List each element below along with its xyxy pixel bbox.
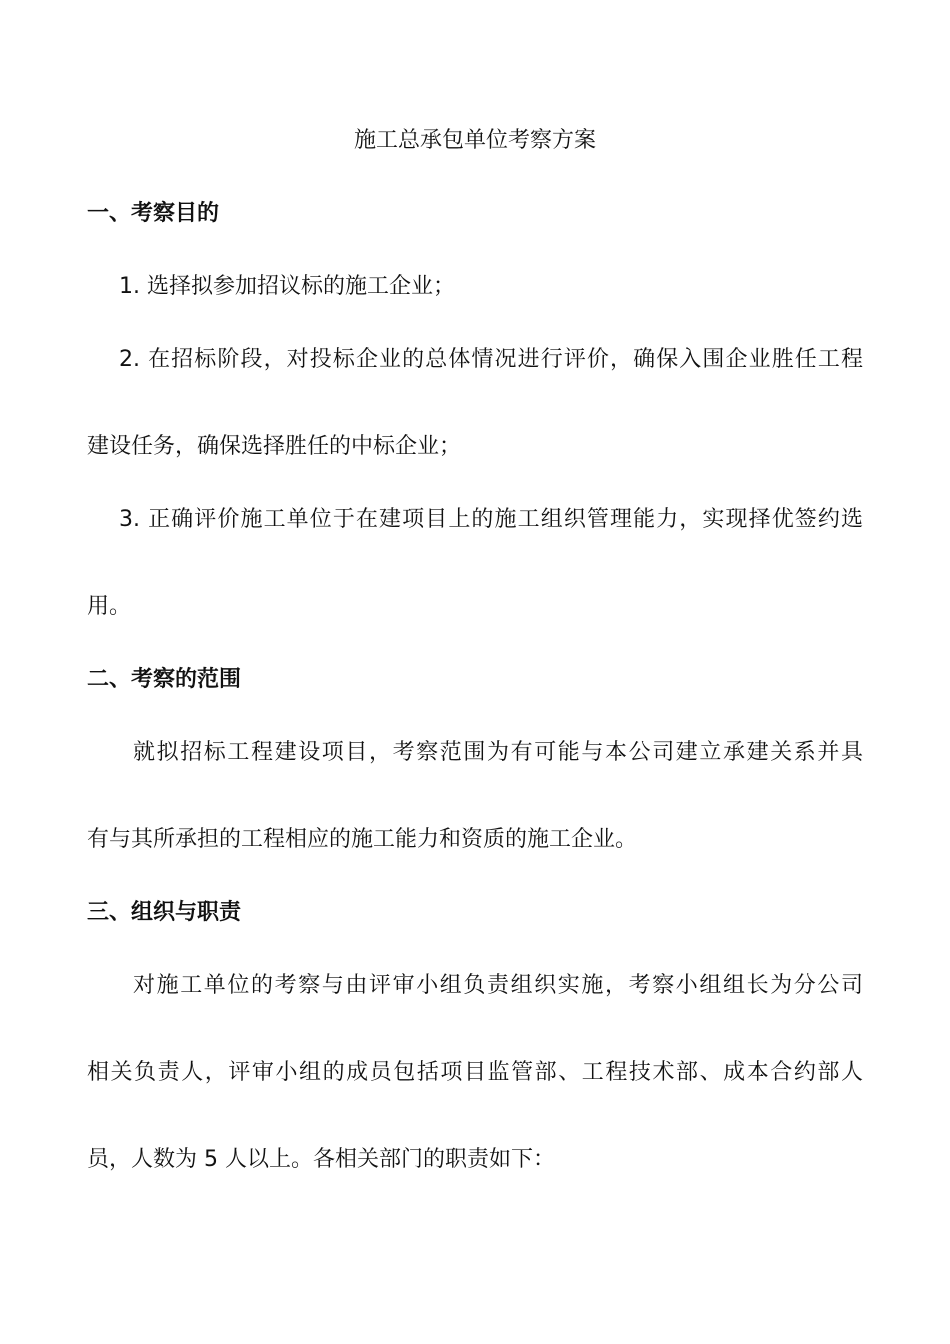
purpose-item-3-line-2: 用。 xyxy=(87,594,132,619)
organization-paragraph-line-1: 对施工单位的考察与由评审小组负责组织实施，考察小组组长为分公司 xyxy=(133,973,863,998)
document-title: 施工总承包单位考察方案 xyxy=(353,128,596,153)
organization-paragraph-line-2: 相关负责人，评审小组的成员包括项目监管部、工程技术部、成本合约部人 xyxy=(87,1060,863,1085)
purpose-item-1: 1. 选择拟参加招议标的施工企业； xyxy=(119,274,455,299)
scope-paragraph-line-1: 就拟招标工程建设项目，考察范围为有可能与本公司建立承建关系并具 xyxy=(133,740,863,765)
purpose-item-3-line-1: 3. 正确评价施工单位于在建项目上的施工组织管理能力，实现择优签约选 xyxy=(119,507,863,532)
purpose-item-2-line-1: 2. 在招标阶段，对投标企业的总体情况进行评价，确保入围企业胜任工程 xyxy=(119,347,863,372)
purpose-item-2-line-2: 建设任务，确保选择胜任的中标企业； xyxy=(87,434,462,459)
organization-paragraph-line-3: 员，人数为 5 人以上。各相关部门的职责如下： xyxy=(87,1147,555,1172)
section-heading-purpose: 一、考察目的 xyxy=(87,201,220,226)
section-heading-organization: 三、组织与职责 xyxy=(87,900,242,925)
section-heading-scope: 二、考察的范围 xyxy=(87,667,242,692)
scope-paragraph-line-2: 有与其所承担的工程相应的施工能力和资质的施工企业。 xyxy=(87,827,638,852)
